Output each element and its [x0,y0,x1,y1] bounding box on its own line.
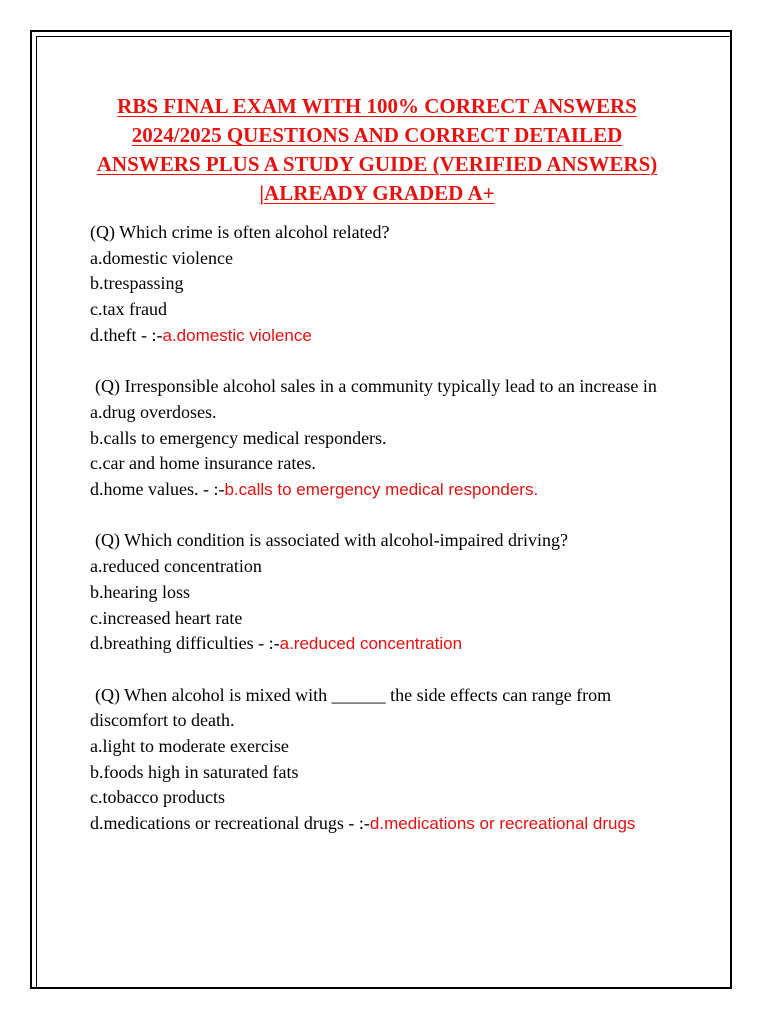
option-d: d.medications or recreational drugs - :- [90,813,370,834]
option-a: a.domestic violence [90,247,233,268]
option-d-line [90,323,690,349]
question-block-1 [90,220,690,349]
question-text: (Q) Irresponsible alcohol sales in a community typically lead to an increase in [95,376,657,397]
option-a: a.drug overdoses. [90,401,217,422]
spacer [90,657,690,683]
option-c: c.increased heart rate [90,607,243,628]
document-title: RBS FINAL EXAM WITH 100% CORRECT ANSWERS 2024/2025 QUESTIONS AND CORRECT DETAILED ANSWERS PLUS A STUDY GUIDE (VERIFIED ANSWERS) |ALREADY GRADED A+ [96,94,658,205]
option-d-line [90,631,690,657]
correct-answer: b.calls to emergency medical responders. [224,480,539,500]
option-b: b.trespassing [90,273,184,294]
option-a: a.reduced concentration [90,556,262,577]
option-c: c.car and home insurance rates. [90,453,316,474]
option-d: d.theft - :- [90,324,163,345]
document-body [90,92,690,837]
question-block-2 [90,374,690,503]
option-d-line [90,477,690,503]
option-d: d.breathing difficulties - :- [90,633,280,654]
correct-answer: a.domestic violence [162,325,312,345]
spacer [90,503,690,529]
option-b: b.calls to emergency medical responders. [90,427,387,448]
option-c: c.tax fraud [90,299,167,320]
spacer [90,349,690,375]
question-text: (Q) Which condition is associated with alcohol-impaired driving? [95,530,569,551]
option-d-line [90,811,690,837]
question-text: (Q) Which crime is often alcohol related? [90,222,390,242]
option-a: a.light to moderate exercise [90,736,289,757]
option-b: b.hearing loss [90,581,190,602]
correct-answer: a.reduced concentration [279,634,463,654]
option-b: b.foods high in saturated fats [90,761,299,782]
correct-answer: d.medications or recreational drugs [369,814,636,834]
option-c: c.tobacco products [90,787,225,808]
question-block-3 [90,528,690,657]
option-d: d.home values. - :- [90,479,225,500]
question-block-4 [90,683,690,837]
question-text: (Q) When alcohol is mixed with ______ the side effects can range from discomfort to death. [90,684,612,731]
